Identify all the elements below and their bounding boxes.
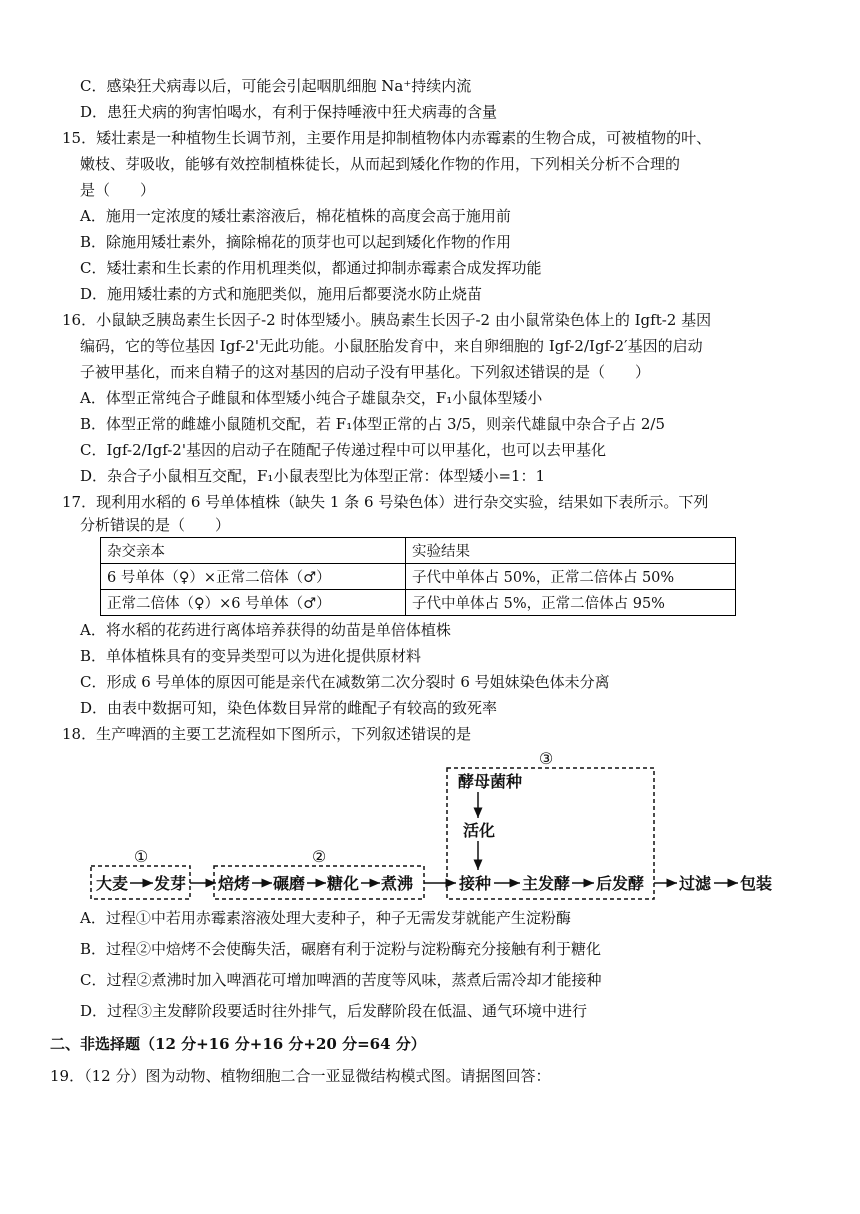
node-saccharification: 糖化 xyxy=(327,874,360,893)
table-cell: 子代中单体占 50%，正常二倍体占 50% xyxy=(406,564,736,590)
q15-option-c: C．矮壮素和生长素的作用机理类似，都通过抑制赤霉素合成发挥功能 xyxy=(80,259,542,277)
node-milling: 碾磨 xyxy=(273,874,306,893)
table-cell: 子代中单体占 5%，正常二倍体占 95% xyxy=(406,590,736,616)
table-cell: 6 号单体（♀）×正常二倍体（♂） xyxy=(101,564,406,590)
table-header-parents: 杂交亲本 xyxy=(101,538,406,564)
circle-label-3: ③ xyxy=(538,749,554,768)
q18-option-d: D．过程③主发酵阶段要适时往外排气，后发酵阶段在低温、通气环境中进行 xyxy=(80,1002,588,1020)
q17-stem-line1: 17．现利用水稻的 6 号单体植株（缺失 1 条 6 号染色体）进行杂交实验，结果如下表所示。下列 xyxy=(62,493,709,511)
q16-stem-line1: 16．小鼠缺乏胰岛素生长因子-2 时体型矮小。胰岛素生长因子-2 由小鼠常染色体上的 Igft-2 基因 xyxy=(62,311,712,329)
q15-stem-line3: 是（ ） xyxy=(80,181,156,199)
node-boiling: 煮沸 xyxy=(381,874,414,893)
q14-option-c: C．感染狂犬病毒以后，可能会引起咽肌细胞 Na⁺持续内流 xyxy=(80,77,472,95)
q17-option-c: C．形成 6 号单体的原因可能是亲代在减数第二次分裂时 6 号姐妹染色体未分离 xyxy=(80,673,610,691)
q19-stem: 19．（12 分）图为动物、植物细胞二合一亚显微结构模式图。请据图回答： xyxy=(50,1067,551,1085)
node-barley: 大麦 xyxy=(96,874,129,893)
table-cell: 正常二倍体（♀）×6 号单体（♂） xyxy=(101,590,406,616)
q15-stem-line1: 15．矮壮素是一种植物生长调节剂，主要作用是抑制植物体内赤霉素的生物合成，可被植物的叶、 xyxy=(62,129,712,147)
q16-stem-line3: 子被甲基化，而来自精子的这对基因的启动子没有甲基化。下列叙述错误的是（ ） xyxy=(80,363,651,381)
q17-option-b: B．单体植株具有的变异类型可以为进化提供原材料 xyxy=(80,647,422,665)
node-filtration: 过滤 xyxy=(679,874,712,893)
node-inoculation: 接种 xyxy=(459,874,492,893)
q16-option-b: B．体型正常的雌雄小鼠随机交配，若 F₁体型正常的占 3/5，则亲代雄鼠中杂合子占 2/5 xyxy=(80,415,666,433)
q15-option-a: A．施用一定浓度的矮壮素溶液后，棉花植株的高度会高于施用前 xyxy=(80,207,511,225)
node-yeast: 酵母菌种 xyxy=(458,772,523,791)
q17-option-d: D．由表中数据可知，染色体数目异常的雌配子有较高的致死率 xyxy=(80,699,498,717)
circle-label-2: ② xyxy=(311,847,327,866)
q17-option-a: A．将水稻的花药进行离体培养获得的幼苗是单倍体植株 xyxy=(80,621,451,639)
q15-option-b: B．除施用矮壮素外，摘除棉花的顶芽也可以起到矮化作物的作用 xyxy=(80,233,512,251)
node-packaging: 包装 xyxy=(740,874,773,893)
q18-option-c: C．过程②煮沸时加入啤酒花可增加啤酒的苦度等风味，蒸煮后需冷却才能接种 xyxy=(80,971,602,989)
node-germination: 发芽 xyxy=(154,874,187,893)
node-roasting: 焙烤 xyxy=(218,874,251,893)
q17-stem-line2: 分析错误的是（ ） xyxy=(80,516,231,534)
node-post-fermentation: 后发酵 xyxy=(596,874,645,893)
q15-option-d: D．施用矮壮素的方式和施肥类似，施用后都要浇水防止烧苗 xyxy=(80,285,483,303)
q16-stem-line2: 编码，它的等位基因 Igf-2'无此功能。小鼠胚胎发育中，来自卵细胞的 Igf-2/Igf-2′基因的启动 xyxy=(80,337,703,355)
q16-option-d: D．杂合子小鼠相互交配，F₁小鼠表型比为体型正常：体型矮小=1：1 xyxy=(80,467,546,485)
node-main-fermentation: 主发酵 xyxy=(522,874,571,893)
q16-option-c: C．Igf-2/Igf-2'基因的启动子在随配子传递过程中可以甲基化，也可以去甲基化 xyxy=(80,441,606,459)
q16-option-a: A．体型正常纯合子雌鼠和体型矮小纯合子雄鼠杂交，F₁小鼠体型矮小 xyxy=(80,389,543,407)
node-activation: 活化 xyxy=(463,821,496,840)
table-header-results: 实验结果 xyxy=(406,538,736,564)
q18-stem: 18．生产啤酒的主要工艺流程如下图所示，下列叙述错误的是 xyxy=(62,725,472,743)
q15-stem-line2: 嫩枝、芽吸收，能够有效控制植株徒长，从而起到矮化作物的作用，下列相关分析不合理的 xyxy=(80,155,681,173)
section-title: 二、非选择题（12 分+16 分+16 分+20 分=64 分） xyxy=(50,1035,426,1053)
q14-option-d: D．患狂犬病的狗害怕喝水，有利于保持唾液中狂犬病毒的含量 xyxy=(80,103,498,121)
q18-option-a: A．过程①中若用赤霉素溶液处理大麦种子，种子无需发芽就能产生淀粉酶 xyxy=(80,909,571,927)
q18-option-b: B．过程②中焙烤不会使酶失活，碾磨有利于淀粉与淀粉酶充分接触有利于糖化 xyxy=(80,940,602,958)
circle-label-1: ① xyxy=(133,847,149,866)
